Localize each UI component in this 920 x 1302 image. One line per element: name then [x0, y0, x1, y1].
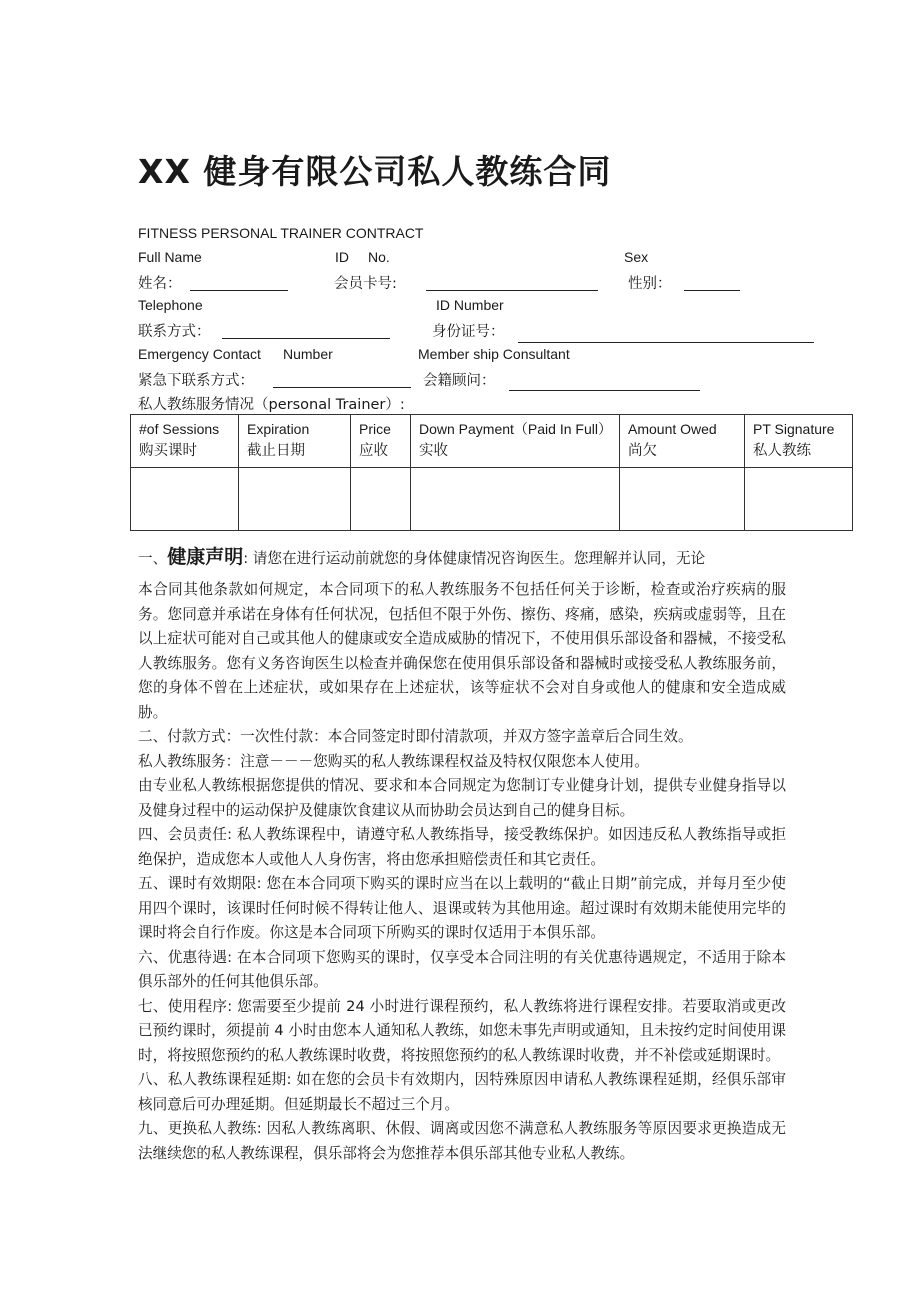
card-number-field[interactable] [426, 290, 598, 291]
id-label-en: ID [335, 249, 349, 265]
section-7-text: 七、使用程序: 您需要至少提前 24 小时进行课程预约，私人教练将进行课程安排。若要取消或更改已预约课时，须提前 4 小时由您本人通知私人教练，如您未事先声明或通知，且未按约定时间使用课时，将按照您预约的私人教练课时收费，将按照您预约的私人教练课时收费，并不补偿或延期课时。 [138, 997, 786, 1064]
table-header-cell [131, 415, 239, 468]
table-header-cell [745, 415, 853, 468]
sessions-input-cell[interactable] [131, 468, 239, 531]
section-3-note: 私人教练服务：注意－－－您购买的私人教练课程权益及特权仅限您本人使用。 [138, 752, 649, 770]
expiration-header-en: Expiration [247, 421, 310, 437]
amount-owed-header-zh: 尚欠 [628, 443, 657, 459]
down-payment-header-en: Down Payment（Paid In Full） [419, 421, 612, 437]
pt-signature-header-zh: 私人教练 [753, 443, 811, 459]
telephone-field[interactable] [222, 338, 390, 339]
table-row [131, 468, 853, 531]
table-header-cell [411, 415, 620, 468]
sessions-header-en: #of Sessions [139, 421, 220, 437]
consultant-label-zh: 会籍顾问： [423, 373, 496, 389]
section-5-text: 五、课时有效期限: 您在本合同项下购买的课时应当在以上载明的“截止日期”前完成，并每月至少使用四个课时，该课时任何时候不得转让他人、退课或转为其他用途。超过课时有效期未能使用完毕的课时将会自行作废。你这是本合同项下所购买的课时仅适用于本俱乐部。 [138, 875, 786, 941]
price-input-cell[interactable] [351, 468, 411, 531]
consultant-label-en: Member ship Consultant [418, 346, 570, 362]
pt-signature-input-cell[interactable] [745, 468, 853, 531]
consultant-field[interactable] [509, 390, 700, 391]
section-1-text: 本合同其他条款如何规定，本合同项下的私人教练服务不包括任何关于诊断，检查或治疗疾病的服务。您同意并承诺在身体有任何状况，包括但不限于外伤、擦伤、疼痛，感染，疾病或虚弱等，且在以上症状可能对自己或其他人的健康或安全造成威胁的情况下，不使用俱乐部设备和器械，不接受私人教练服务。您有义务咨询医生以检查并确保您在使用俱乐部设备和器械时或接受私人教练服务前，您的身体不曾在上述症状，或如果存在上述症状，该等症状不会对自身或他人的健康和安全造成威胁。 [138, 581, 786, 721]
price-header-en: Price [359, 421, 391, 437]
table-header-cell [239, 415, 351, 468]
id-number-label-en: ID Number [436, 297, 504, 313]
full-name-label-zh: 姓名： [138, 276, 182, 292]
contract-body [138, 542, 786, 1166]
telephone-label-en: Telephone [138, 297, 203, 313]
amount-owed-input-cell[interactable] [620, 468, 745, 531]
full-name-label-en: Full Name [138, 249, 202, 265]
id-number-label-zh: 身份证号： [432, 324, 505, 340]
sex-label-en: Sex [624, 249, 649, 265]
service-section-label: 私人教练服务情况（personal Trainer）: [138, 397, 405, 413]
section-3-text: 由专业私人教练根据您提供的情况、要求和本合同规定为您制订专业健身计划，提供专业健身指导以及健身过程中的运动保护及健康饮食建议从而协助会员达到自己的健身目标。 [138, 777, 786, 819]
expiration-input-cell[interactable] [239, 468, 351, 531]
full-name-field[interactable] [190, 290, 288, 291]
section-1-heading: 健康声明 [167, 546, 244, 568]
sex-label-zh: 性别： [628, 276, 672, 292]
section-1-prefix: 一、 [138, 550, 168, 567]
section-4-text: 四、会员责任: 私人教练课程中，请遵守私人教练指导，接受教练保护。如因违反私人教练指导或拒绝保护，造成您本人或他人人身伤害，将由您承担赔偿责任和其它责任。 [138, 826, 786, 868]
section-1-first-line: : 请您在进行运动前就您的身体健康情况咨询医生。您理解并认同，无论 [243, 550, 706, 567]
emergency-number-label-en: Number [283, 346, 333, 362]
sex-field[interactable] [684, 290, 740, 291]
section-1-heading-line [138, 542, 786, 574]
pt-signature-header-en: PT Signature [753, 421, 835, 437]
price-header-zh: 应收 [359, 443, 388, 459]
table-header-cell [620, 415, 745, 468]
table-header-cell [351, 415, 411, 468]
emergency-contact-label-en: Emergency Contact [138, 346, 261, 362]
section-9-text: 九、更换私人教练: 因私人教练离职、休假、调离或因您不满意私人教练服务等原因要求更换造成无法继续您的私人教练课程，俱乐部将会为您推荐本俱乐部其他专业私人教练。 [138, 1120, 786, 1162]
expiration-header-zh: 截止日期 [247, 443, 305, 459]
table-header-row [131, 415, 853, 468]
sessions-header-zh: 购买课时 [139, 443, 197, 459]
section-6-text: 六、优惠待遇: 在本合同项下您购买的课时，仅享受本合同注明的有关优惠待遇规定，不适用于除本俱乐部外的任何其他俱乐部。 [138, 948, 786, 990]
no-label-en: No. [368, 249, 390, 265]
emergency-contact-label-zh: 紧急下联系方式： [138, 373, 254, 389]
id-number-field[interactable] [518, 342, 814, 343]
section-8-text: 八、私人教练课程延期: 如在您的会员卡有效期内，因特殊原因申请私人教练课程延期，经俱乐部审核同意后可办理延期。但延期最长不超过三个月。 [138, 1071, 786, 1113]
telephone-label-zh: 联系方式： [138, 324, 211, 340]
down-payment-input-cell[interactable] [411, 468, 620, 531]
section-2-text: 二、付款方式：一次性付款：本合同签定时即付清款项，并双方签字盖章后合同生效。 [138, 728, 693, 745]
card-number-label-zh: 会员卡号: [334, 276, 397, 292]
page-title: XX 健身有限公司私人教练合同 [138, 152, 612, 191]
emergency-contact-field[interactable] [273, 387, 411, 388]
amount-owed-header-en: Amount Owed [628, 421, 717, 437]
down-payment-header-zh: 实收 [419, 443, 448, 459]
contract-subtitle: FITNESS PERSONAL TRAINER CONTRACT [138, 225, 424, 241]
service-table [130, 414, 853, 531]
